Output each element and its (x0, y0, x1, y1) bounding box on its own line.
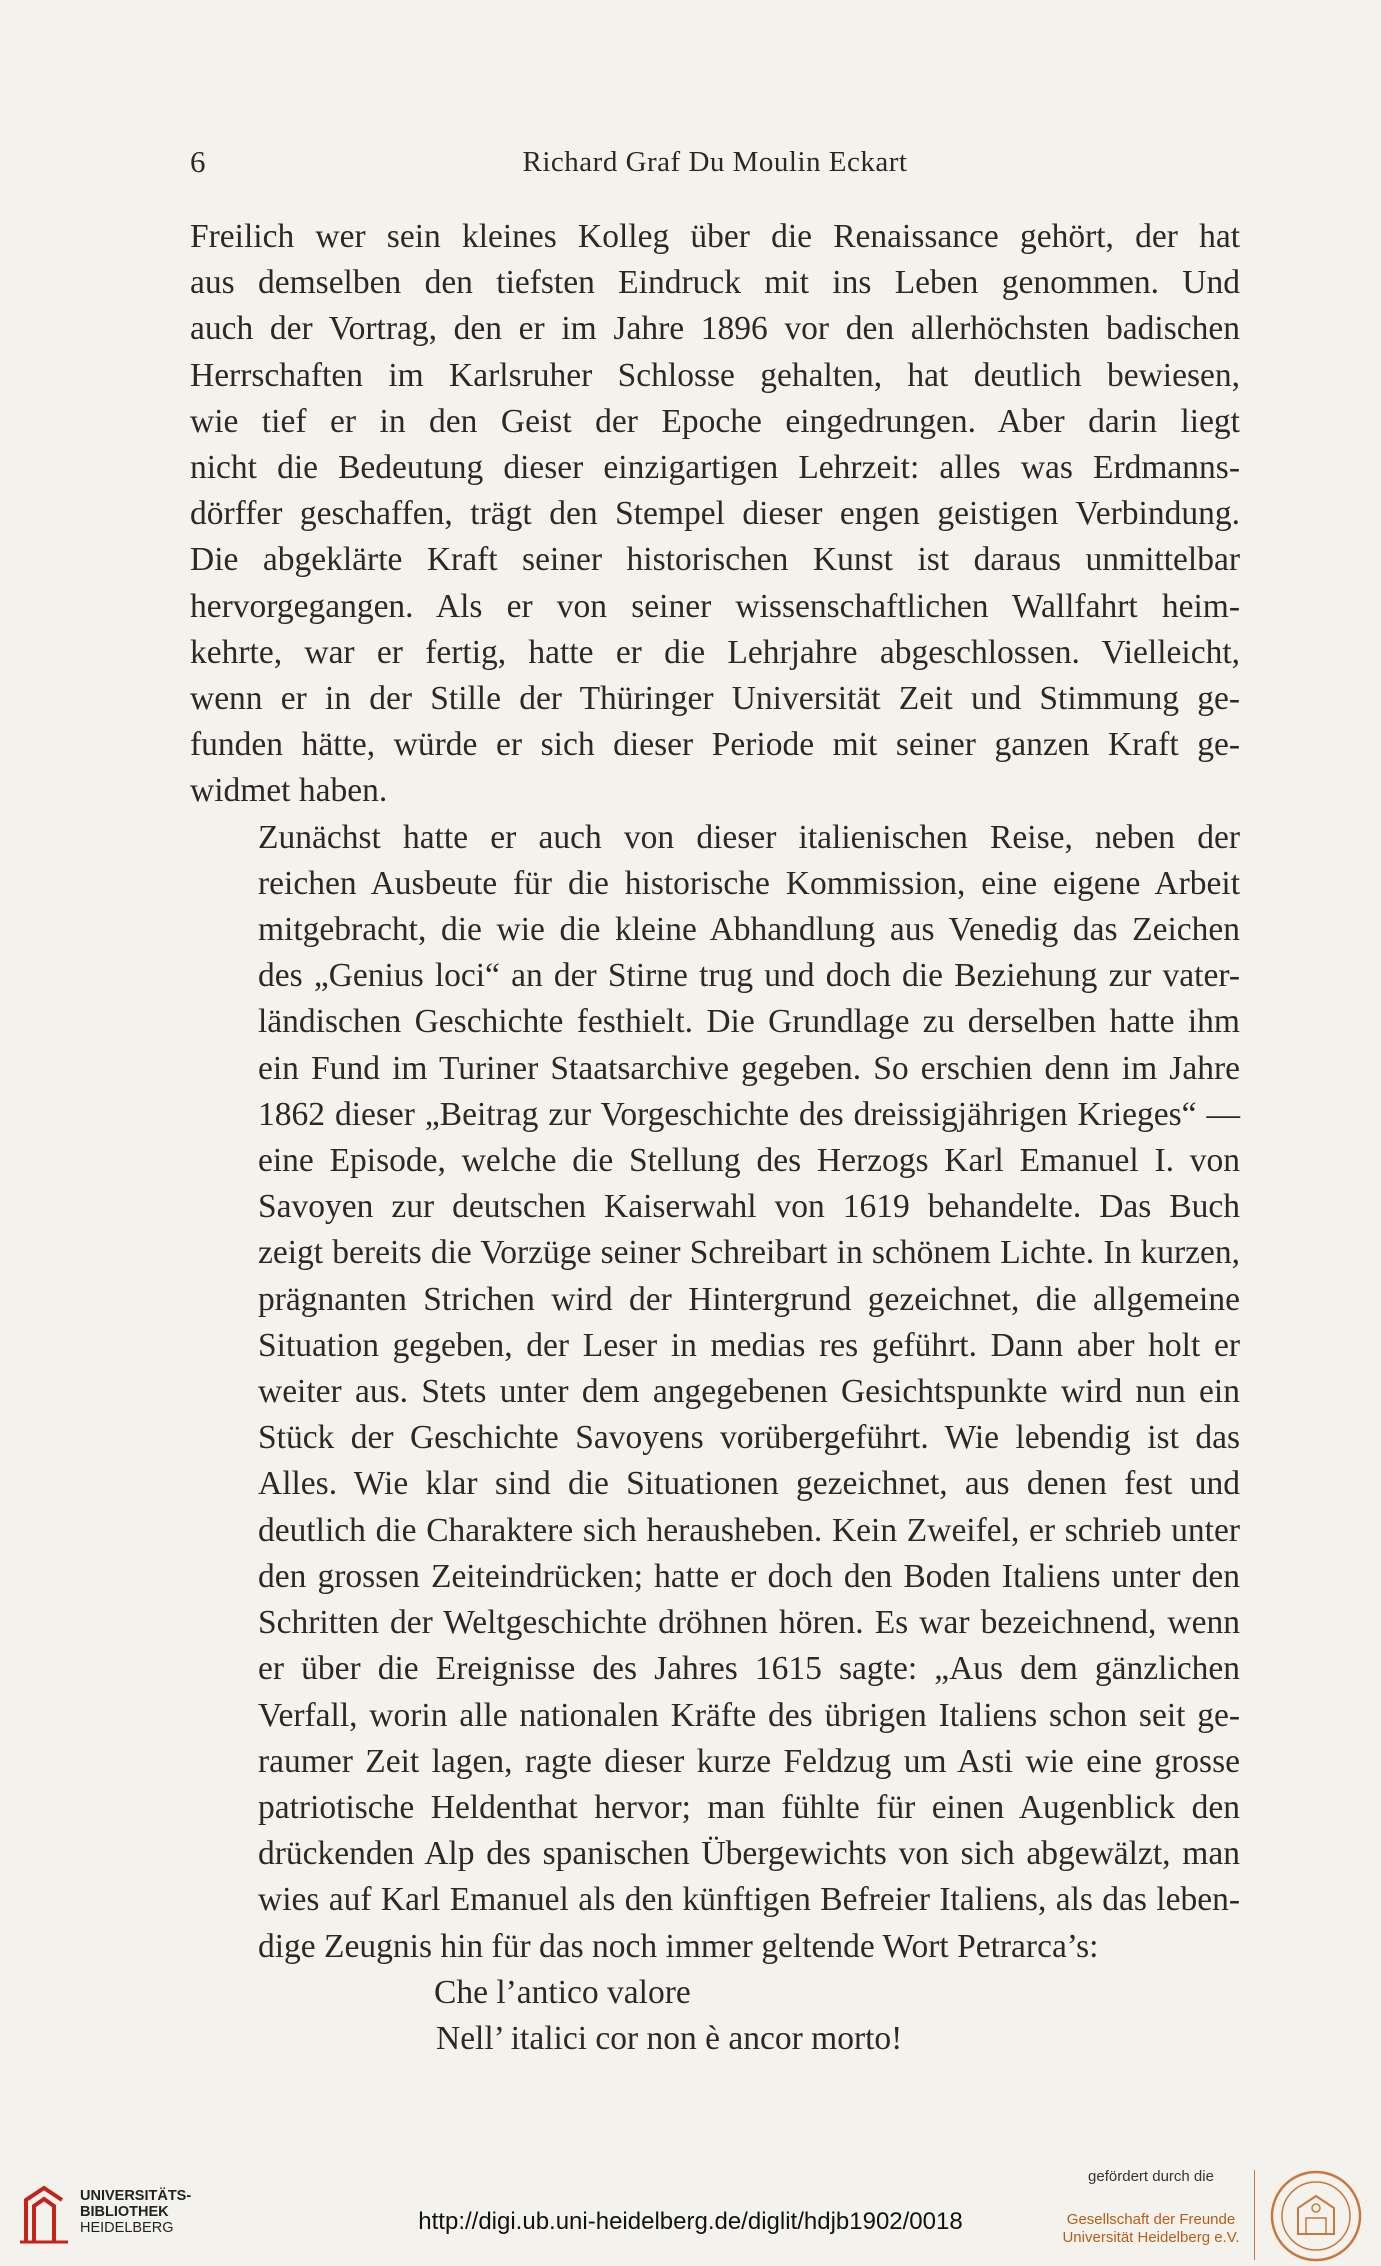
page-number: 6 (190, 144, 206, 179)
text-line: deutlich die Charaktere sich herausheben. Kein Zweifel, er schrieb unter (258, 1511, 1240, 1549)
verse-line-1: Che l’antico valore (434, 1973, 691, 2011)
text-line: funden hätte, würde er sich dieser Periode mit seiner ganzen Kraft ge- (190, 726, 1240, 764)
text-line: aus demselben den tiefsten Eindruck mit ins Leben genommen. Und (190, 264, 1240, 302)
digitization-footer (0, 2160, 1381, 2266)
text-line: eine Episode, welche die Stellung des Herzogs Karl Emanuel I. von (258, 1142, 1240, 1180)
text-line: wie tief er in den Geist der Epoche eingedrungen. Aber darin liegt (190, 402, 1240, 440)
text-line: ländischen Geschichte festhielt. Die Grundlage zu derselben hatte ihm (258, 1003, 1240, 1041)
paragraph-2 (190, 815, 1240, 1970)
text-line: reichen Ausbeute für die historische Kommission, eine eigene Arbeit (258, 864, 1240, 902)
text-line: auch der Vortrag, den er im Jahre 1896 vor den allerhöchsten badischen (190, 310, 1240, 348)
permalink-url[interactable]: http://digi.ub.uni-heidelberg.de/diglit/hdjb1902/0018 (418, 2208, 963, 2235)
verse-quote (190, 1970, 1240, 2062)
text-line: kehrte, war er fertig, hatte er die Lehrjahre abgeschlossen. Vielleicht, (190, 633, 1240, 671)
text-line: patriotische Heldenthat hervor; man fühlte für einen Augenblick den (258, 1788, 1240, 1826)
text-line: Die abgeklärte Kraft seiner historischen Kunst ist daraus unmittelbar (190, 541, 1240, 579)
text-line: des „Genius loci“ an der Stirne trug und doch die Beziehung zur vater- (258, 957, 1240, 995)
sponsor-name (1062, 2211, 1240, 2247)
running-title: Richard Graf Du Moulin Eckart (522, 146, 908, 178)
sponsor-name-line-1: Gesellschaft der Freunde (1066, 2211, 1236, 2228)
text-line: dörffer geschaffen, trägt den Stempel dieser engen geistigen Verbindung. (190, 495, 1240, 533)
text-line: prägnanten Strichen wird der Hintergrund gezeichnet, die allgemeine (258, 1280, 1240, 1318)
text-line: widmet haben. (190, 772, 388, 810)
text-line: Situation gegeben, der Leser in medias res geführt. Dann aber holt er (258, 1326, 1240, 1364)
sponsor-name-line-2: Universität Heidelberg e.V. (1062, 2229, 1240, 2246)
university-seal-icon (1268, 2168, 1364, 2264)
text-line: wies auf Karl Emanuel als den künftigen Befreier Italiens, als das leben- (258, 1881, 1240, 1919)
paragraph-1 (190, 214, 1240, 815)
text-line: zeigt bereits die Vorzüge seiner Schreibart in schönem Lichte. In kurzen, (258, 1234, 1240, 1272)
text-line: 1862 dieser „Beitrag zur Vorgeschichte des dreissigjährigen Krieges“ — (258, 1095, 1240, 1133)
text-line: Verfall, worin alle nationalen Kräfte des übrigen Italiens schon seit ge- (258, 1696, 1240, 1734)
library-line-1: UNIVERSITÄTS- (80, 2188, 192, 2204)
text-line: Zunächst hatte er auch von dieser italienischen Reise, neben der (258, 818, 1240, 856)
sponsor-divider (1254, 2170, 1255, 2260)
text-line: Freilich wer sein kleines Kolleg über die Renaissance gehört, der hat (190, 218, 1240, 255)
library-line-3: HEIDELBERG (80, 2220, 174, 2236)
library-line-2: BIBLIOTHEK (80, 2204, 169, 2220)
text-line: weiter aus. Stets unter dem angegebenen Gesichtspunkte wird nun ein (258, 1373, 1240, 1411)
text-line: drückenden Alp des spanischen Übergewichts von sich abgewälzt, man (258, 1835, 1240, 1873)
text-line: ein Fund im Turiner Staatsarchive gegeben. So erschien denn im Jahre (258, 1049, 1240, 1087)
text-line: er über die Ereignisse des Jahres 1615 sagte: „Aus dem gänzlichen (258, 1650, 1240, 1688)
text-line: Herrschaften im Karlsruher Schlosse gehalten, hat deutlich bewiesen, (190, 356, 1240, 394)
text-line: dige Zeugnis hin für das noch immer geltende Wort Petrarca’s: (258, 1927, 1099, 1965)
verse-line-2: Nell’ italici cor non è ancor morto! (436, 2019, 903, 2057)
sponsor-lead: gefördert durch die (1088, 2168, 1214, 2185)
sponsor-credit (1062, 2168, 1240, 2247)
text-line: raumer Zeit lagen, ragte dieser kurze Feldzug um Asti wie eine grosse (258, 1742, 1240, 1780)
text-line: den grossen Zeiteindrücken; hatte er doch den Boden Italiens unter den (258, 1557, 1240, 1595)
text-line: mitgebracht, die wie die kleine Abhandlung aus Venedig das Zeichen (258, 911, 1240, 949)
text-line: Alles. Wie klar sind die Situationen gezeichnet, aus denen fest und (258, 1465, 1240, 1503)
text-line: nicht die Bedeutung dieser einzigartigen Lehrzeit: alles was Erdmanns- (190, 449, 1240, 487)
body-text (190, 214, 1240, 2062)
text-line: Schritten der Weltgeschichte dröhnen hören. Es war bezeichnend, wenn (258, 1604, 1240, 1642)
text-line: Savoyen zur deutschen Kaiserwahl von 1619 behandelte. Das Buch (258, 1188, 1240, 1226)
text-line: wenn er in der Stille der Thüringer Universität Zeit und Stimmung ge- (190, 680, 1240, 718)
text-line: hervorgegangen. Als er von seiner wissenschaftlichen Wallfahrt heim- (190, 587, 1240, 625)
running-head (190, 142, 1240, 182)
text-line: Stück der Geschichte Savoyens vorübergeführt. Wie lebendig ist das (258, 1419, 1240, 1457)
